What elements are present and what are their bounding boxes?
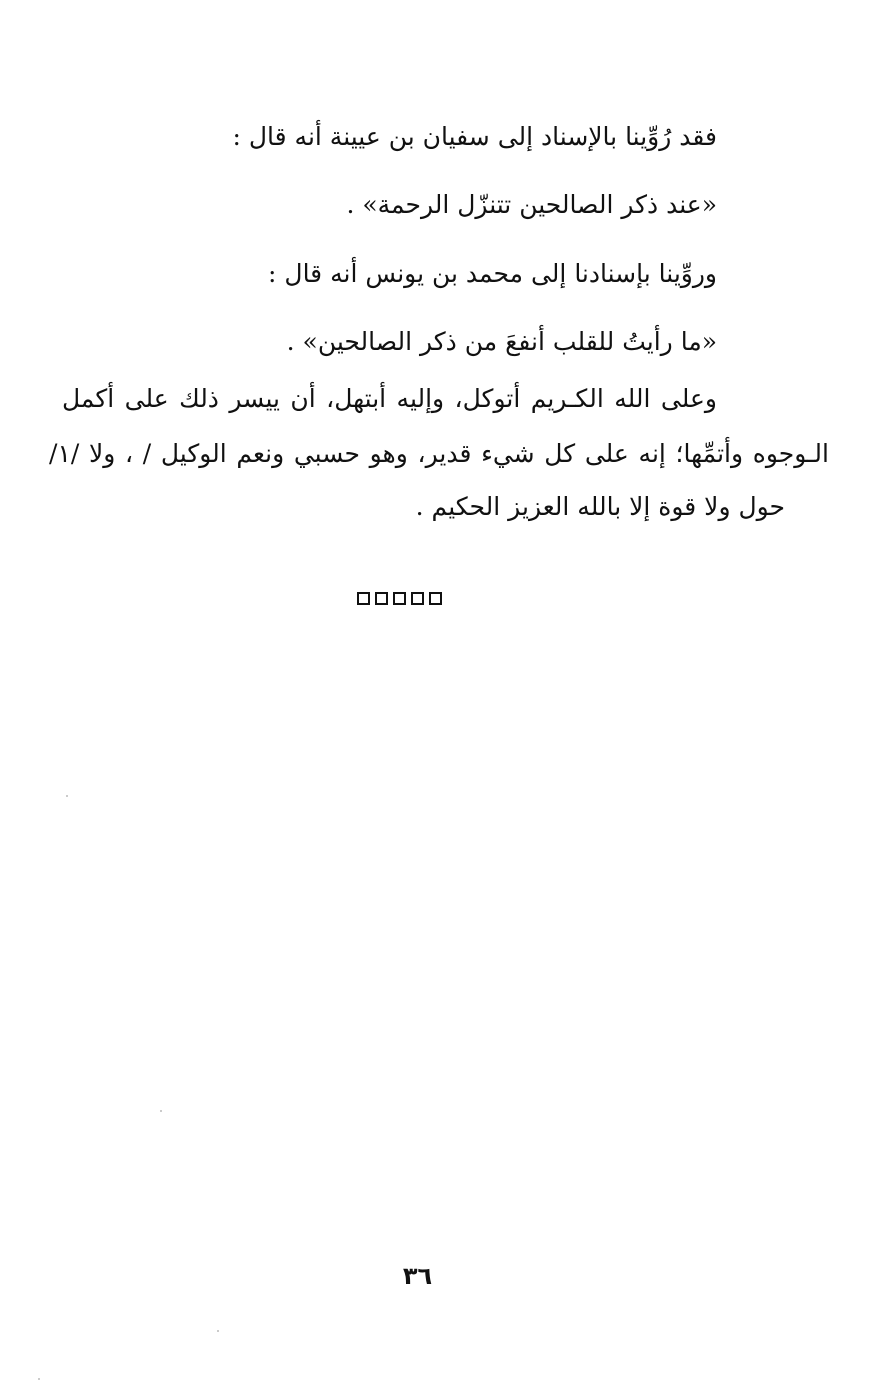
text-line-4-quote: «ما رأيتُ للقلب أنفعَ من ذكر الصالحين» . bbox=[286, 327, 717, 356]
text-line-3: وروِّينا بإسنادنا إلى محمد بن يونس أنه قال : bbox=[268, 259, 717, 288]
text-line-5: وعلى الله الكـريم أتوكل، وإليه أبتهل، أن ييسر ذلك على أكمل bbox=[62, 384, 717, 413]
text-line-7: حول ولا قوة إلا بالله العزيز الحكيم . bbox=[415, 492, 785, 521]
text-line-6 bbox=[49, 437, 829, 471]
ornament-square-icon bbox=[393, 592, 406, 605]
scan-speck bbox=[66, 795, 68, 797]
section-end-ornament bbox=[357, 592, 442, 605]
ornament-square-icon bbox=[357, 592, 370, 605]
text-line-6-body: الـوجوه وأتمِّها؛ إنه على كل شيء قدير، وهو حسبي ونعم الوكيل / ، ولا bbox=[89, 439, 829, 468]
scan-speck bbox=[38, 1378, 40, 1380]
scan-speck bbox=[217, 1330, 219, 1332]
ornament-square-icon bbox=[375, 592, 388, 605]
folio-marker: /١/ bbox=[49, 439, 80, 468]
ornament-square-icon bbox=[429, 592, 442, 605]
text-line-2-quote: «عند ذكر الصالحين تتنزّل الرحمة» . bbox=[346, 190, 717, 219]
ornament-square-icon bbox=[411, 592, 424, 605]
text-line-1: فقد رُوِّينا بالإسناد إلى سفيان بن عيينة أنه قال : bbox=[232, 122, 717, 151]
scan-speck bbox=[160, 1110, 162, 1112]
page-number: ٣٦ bbox=[402, 1262, 433, 1290]
